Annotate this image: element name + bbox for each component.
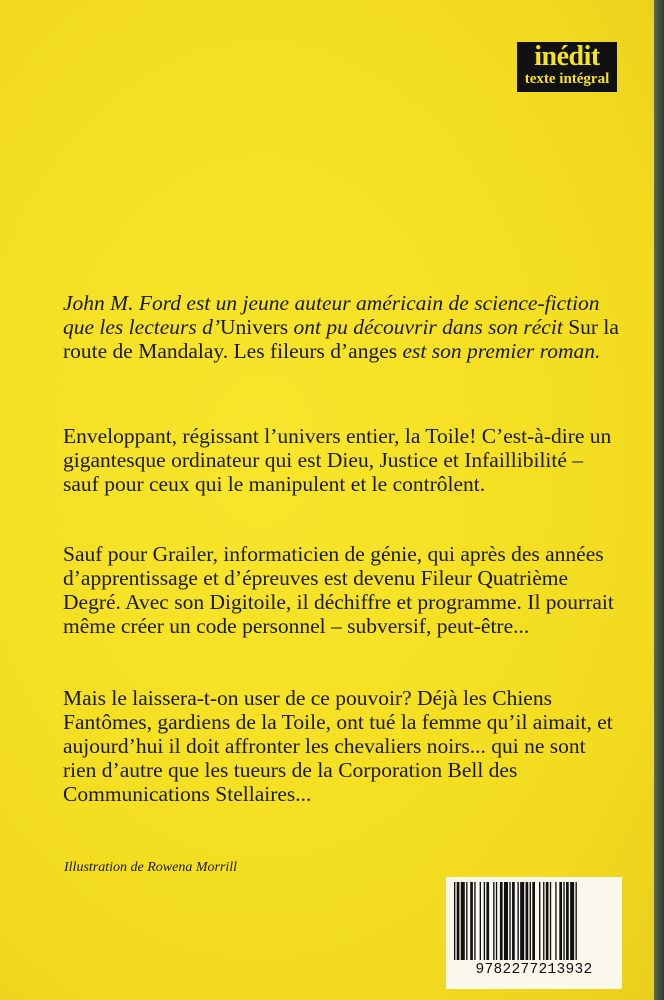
intro-part-2: ont pu découvrir dans son récit (288, 315, 569, 339)
barcode-bar (474, 882, 475, 960)
barcode-number: 9782277213932 (475, 962, 593, 978)
barcode-bar (454, 882, 455, 960)
barcode-bar (496, 882, 497, 960)
barcode-bar (517, 882, 518, 960)
barcode-bar (470, 882, 473, 960)
blurb-paragraph-3: Mais le laissera-t-on user de ce pouvoir? Déjà les Chiens Fantômes, gardiens de la Toile, ont tué la femme qu’il aimait, et aujourd’hui il doit affronter les chevaliers noirs... qui ne sont rien d’autre que les tueurs de la Corporation Bell des Communications Stellaires... (63, 686, 613, 806)
illustration-credit: Illustration de Rowena Morrill (64, 860, 238, 875)
blurb-paragraph-1: Enveloppant, régissant l’univers entier, la Toile! C’est-à-dire un gigantesque ordinateur qui est Dieu, Justice et Infaillibilité – sauf pour ceux qui le manipulent et le contrôlent. (63, 424, 612, 496)
inedit-badge (517, 42, 617, 92)
barcode-bar (576, 882, 577, 960)
barcode-bar (486, 882, 489, 960)
barcode-bar (546, 882, 549, 960)
barcode-bar (500, 882, 503, 960)
barcode-bars (454, 882, 614, 962)
intro-part-1: John M. Ford est un jeune auteur américain de science-fiction que les lecteurs d’ (63, 291, 600, 339)
badge-title: inédit (534, 41, 600, 72)
barcode-bar (559, 882, 562, 960)
barcode-bar (509, 882, 510, 960)
blurb-paragraph-2: Sauf pour Grailer, informaticien de génie, qui après des années d’apprentissage et d’épreuves est devenu Fileur Quatrième Degré. Avec son Digitoile, il déchiffre et programme. Il pourrait même créer un code personnel – subversif, peut-être... (63, 542, 614, 638)
barcode-bar (457, 882, 460, 960)
barcode (446, 877, 622, 989)
barcode-bar (539, 882, 540, 960)
barcode-bar (520, 882, 524, 960)
barcode-bar (563, 882, 564, 960)
barcode-bar (570, 882, 574, 960)
intro-part-3: est son premier roman. (397, 339, 601, 363)
barcode-bar (461, 882, 465, 960)
badge-subtitle: texte intégral (524, 71, 610, 87)
barcode-bar (555, 882, 556, 960)
barcode-bar (484, 882, 485, 960)
barcode-bar (480, 882, 481, 960)
barcode-bar (543, 882, 544, 960)
barcode-bar (530, 882, 531, 960)
barcode-bar (550, 882, 551, 960)
barcode-bar (512, 882, 515, 960)
spine-edge (654, 0, 664, 1000)
intro-magazine-title: Univers (220, 315, 289, 339)
intro-story-titles: Sur la route de Mandalay. Les fileurs d’anges (63, 315, 619, 363)
author-intro (63, 291, 623, 363)
barcode-bar (493, 882, 494, 960)
barcode-bar (566, 882, 569, 960)
barcode-bar (466, 882, 467, 960)
barcode-bar (526, 882, 529, 960)
barcode-bar (504, 882, 508, 960)
barcode-bar (532, 882, 535, 960)
